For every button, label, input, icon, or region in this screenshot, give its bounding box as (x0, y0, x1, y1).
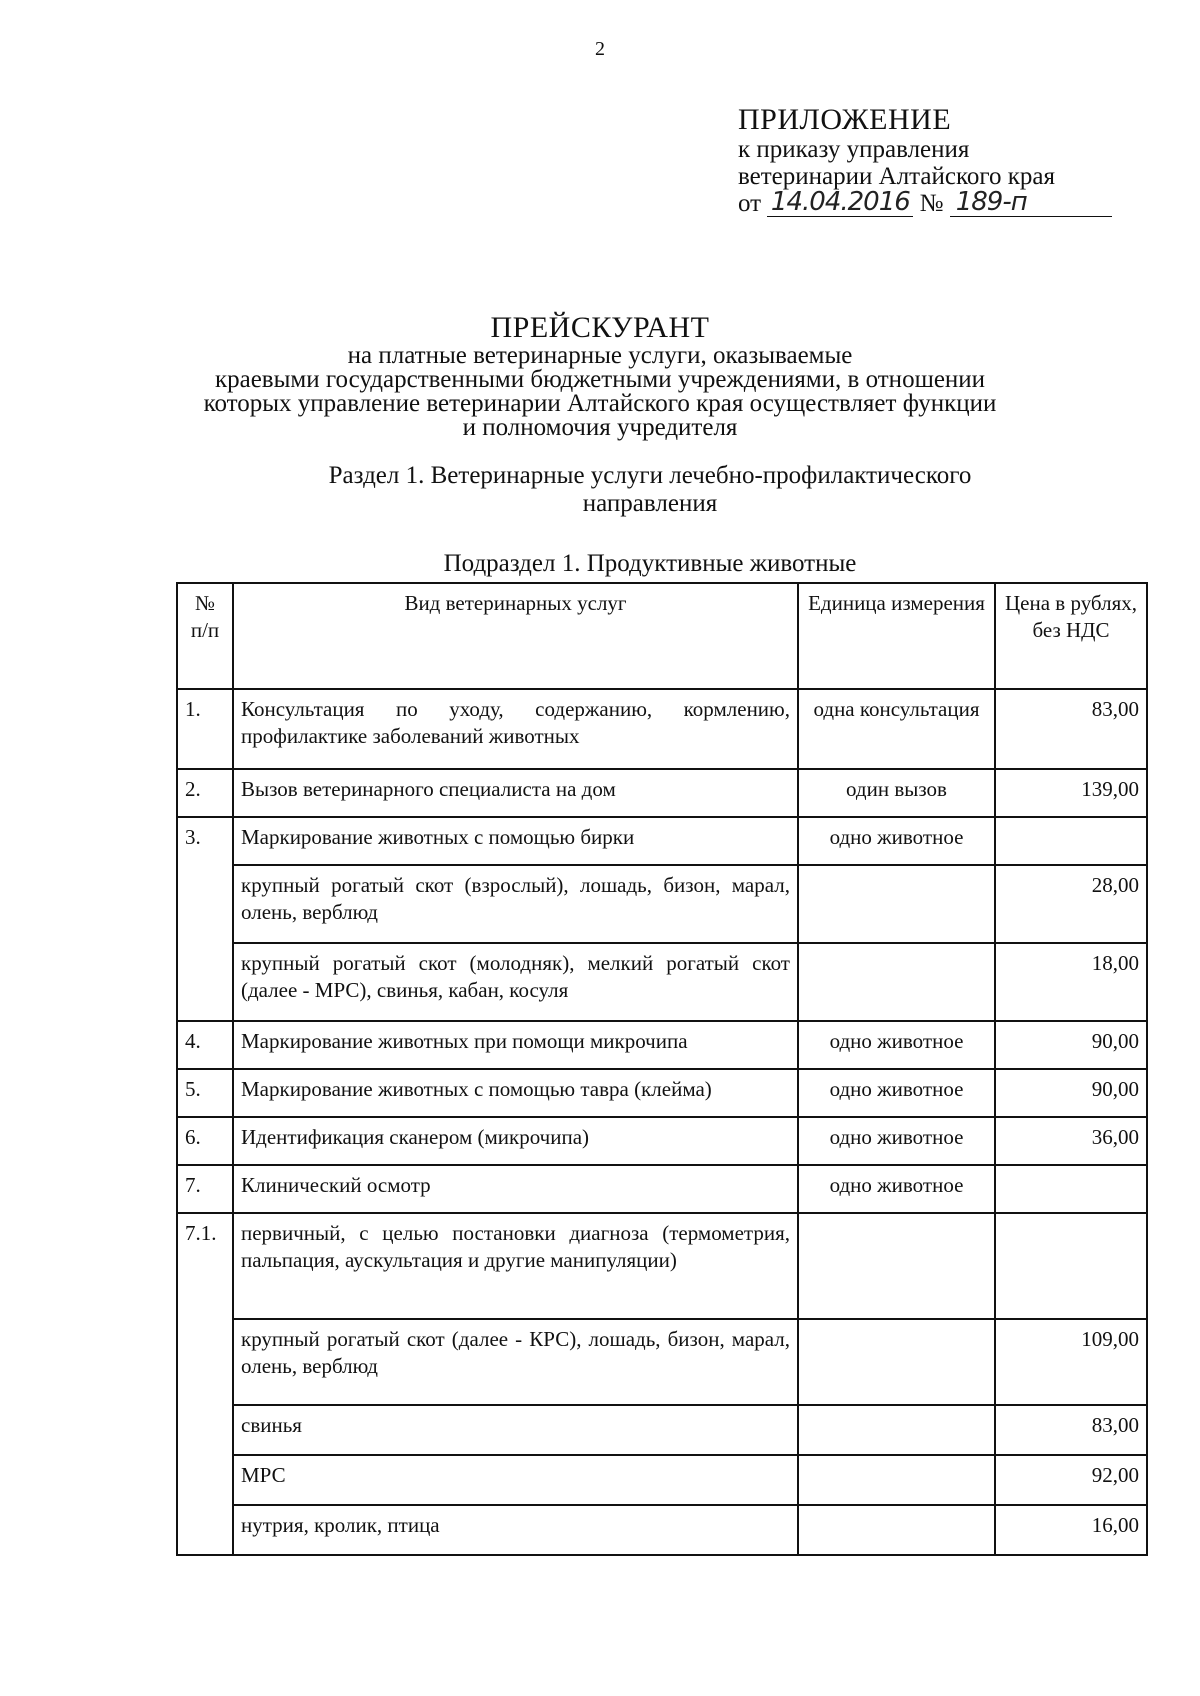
price-list-heading (0, 312, 1200, 440)
row-unit (798, 943, 995, 1021)
number-label: № (919, 190, 944, 217)
table-row (177, 1069, 1147, 1117)
row-service: первичный, с целью постановки диагноза (термометрия, пальпация, аускультация и другие манипуляции) (233, 1213, 798, 1319)
row-service: крупный рогатый скот (взрослый), лошадь, бизон, марал, олень, верблюд (233, 865, 798, 943)
row-unit (798, 1319, 995, 1405)
row-service: МРС (233, 1455, 798, 1505)
row-unit: одна консультация (798, 689, 995, 769)
row-unit: одно животное (798, 817, 995, 865)
heading-line-4: и полномочия учредителя (462, 414, 738, 441)
row-number: 6. (177, 1117, 233, 1165)
row-service: свинья (233, 1405, 798, 1455)
price-table (176, 582, 1148, 1556)
heading-line-1: на платные ветеринарные услуги, оказываемые (347, 342, 853, 369)
row-unit (798, 865, 995, 943)
appendix-order-line (738, 187, 1112, 217)
table-row (177, 769, 1147, 817)
handwritten-order-number: 189-п (950, 190, 1112, 217)
row-unit (798, 1455, 995, 1505)
table-row (177, 1021, 1147, 1069)
row-price: 18,00 (995, 943, 1147, 1021)
subsection-heading: Подраздел 1. Продуктивные животные (443, 550, 857, 577)
row-price (995, 1213, 1147, 1319)
header-price: Цена в рублях, без НДС (995, 583, 1147, 689)
row-price: 83,00 (995, 689, 1147, 769)
table-header-row (177, 583, 1147, 689)
heading-line-3: которых управление ветеринарии Алтайского края осуществляет функции (203, 390, 997, 417)
row-price: 92,00 (995, 1455, 1147, 1505)
table-row (177, 1455, 1147, 1505)
section-line-1: Раздел 1. Ветеринарные услуги лечебно-профилактического (328, 462, 972, 489)
row-unit (798, 1505, 995, 1555)
heading-line-2: краевыми государственными бюджетными учреждениями, в отношении (214, 366, 986, 393)
row-number: 7.1. (177, 1213, 233, 1555)
row-service: Идентификация сканером (микрочипа) (233, 1117, 798, 1165)
row-number: 5. (177, 1069, 233, 1117)
row-service: крупный рогатый скот (далее - КРС), лошадь, бизон, марал, олень, верблюд (233, 1319, 798, 1405)
row-unit (798, 1213, 995, 1319)
row-unit: одно животное (798, 1117, 995, 1165)
header-num: № п/п (177, 583, 233, 689)
row-price: 83,00 (995, 1405, 1147, 1455)
row-price: 90,00 (995, 1069, 1147, 1117)
row-unit: одно животное (798, 1021, 995, 1069)
row-number: 2. (177, 769, 233, 817)
row-price: 28,00 (995, 865, 1147, 943)
header-service: Вид ветеринарных услуг (233, 583, 798, 689)
row-price (995, 817, 1147, 865)
appendix-title: ПРИЛОЖЕНИЕ (738, 103, 952, 136)
row-number: 1. (177, 689, 233, 769)
row-service: Маркирование животных с помощью бирки (233, 817, 798, 865)
table-row (177, 1165, 1147, 1213)
row-price: 36,00 (995, 1117, 1147, 1165)
table-row (177, 943, 1147, 1021)
from-label: от (738, 190, 762, 217)
header-unit: Единица измерения (798, 583, 995, 689)
price-list-title: ПРЕЙСКУРАНТ (490, 311, 710, 344)
table-row (177, 1505, 1147, 1555)
row-unit: одно животное (798, 1165, 995, 1213)
handwritten-date: 14.04.2016 (767, 190, 913, 217)
row-number: 7. (177, 1165, 233, 1213)
appendix-block (738, 104, 1112, 217)
table-row (177, 817, 1147, 865)
row-number: 4. (177, 1021, 233, 1069)
row-unit: один вызов (798, 769, 995, 817)
row-price: 139,00 (995, 769, 1147, 817)
row-number: 3. (177, 817, 233, 1021)
row-service: крупный рогатый скот (молодняк), мелкий рогатый скот (далее - МРС), свинья, кабан, косуля (233, 943, 798, 1021)
section-heading (0, 462, 1200, 518)
table-row (177, 689, 1147, 769)
row-price: 90,00 (995, 1021, 1147, 1069)
row-service: Маркирование животных при помощи микрочипа (233, 1021, 798, 1069)
row-price: 109,00 (995, 1319, 1147, 1405)
row-unit: одно животное (798, 1069, 995, 1117)
row-service: Маркирование животных с помощью тавра (клейма) (233, 1069, 798, 1117)
row-service: Консультация по уходу, содержанию, кормлению, профилактике заболеваний животных (233, 689, 798, 769)
row-unit (798, 1405, 995, 1455)
table-row (177, 1405, 1147, 1455)
row-price (995, 1165, 1147, 1213)
appendix-line-1: к приказу управления (738, 136, 970, 163)
row-price: 16,00 (995, 1505, 1147, 1555)
appendix-line-2: ветеринарии Алтайского края (738, 163, 1055, 190)
row-service: Вызов ветеринарного специалиста на дом (233, 769, 798, 817)
row-service: Клинический осмотр (233, 1165, 798, 1213)
section-line-2: направления (582, 490, 718, 517)
row-service: нутрия, кролик, птица (233, 1505, 798, 1555)
table-row (177, 1117, 1147, 1165)
table-row (177, 1213, 1147, 1319)
table-row (177, 865, 1147, 943)
table-row (177, 1319, 1147, 1405)
page-number: 2 (595, 38, 605, 60)
